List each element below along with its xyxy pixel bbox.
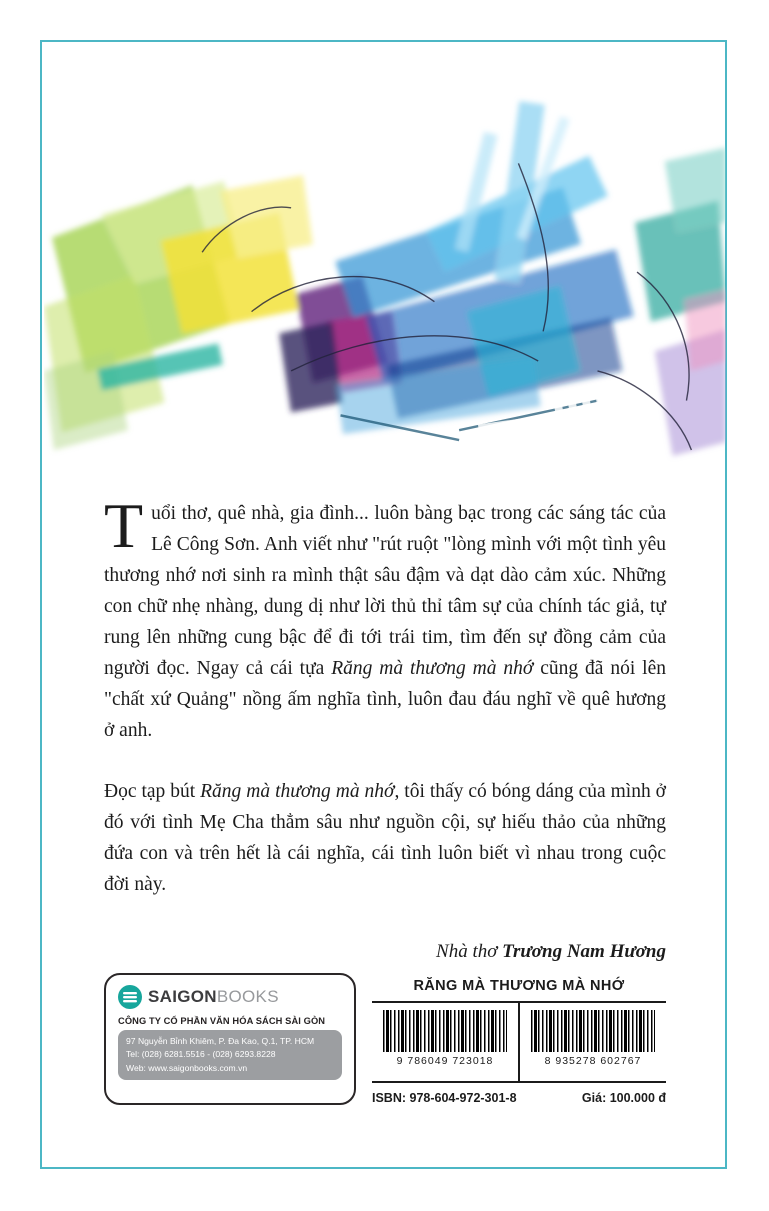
barcode-panel	[372, 973, 666, 1105]
barcode-isbn-cell	[372, 1003, 518, 1081]
dropcap-letter: T	[104, 490, 144, 561]
ean-barcode-number: 8 935278 602767	[544, 1055, 642, 1067]
barcode-area	[372, 1001, 666, 1083]
attribution-role: Nhà thơ	[436, 941, 503, 962]
logo-wordmark	[148, 987, 279, 1007]
attribution-author-name: Trương Nam Hương	[502, 941, 666, 962]
abstract-watercolor-art	[44, 72, 726, 484]
publisher-company-name: CÔNG TY CỔ PHẦN VĂN HÓA SÁCH SÀI GÒN	[118, 1016, 326, 1026]
colophon-strip	[104, 973, 666, 1105]
blurb-paragraph-2	[104, 776, 666, 900]
blurb-p1-text-end: cũng đã nói lên "chất xứ Quảng" nồng ấm nghĩa tình, luôn đau đáu nghĩ về quê hương ở anh.	[104, 658, 666, 741]
back-cover-blurb	[104, 490, 666, 967]
price-text: Giá: 100.000 đ	[581, 1091, 666, 1105]
publisher-box	[104, 973, 356, 1105]
book-title-mention-2: Răng mà thương mà nhớ	[200, 781, 395, 802]
logo-text-books: BOOKS	[216, 987, 279, 1006]
attribution	[104, 936, 666, 967]
blurb-paragraph-1	[104, 490, 666, 746]
publisher-address: 97 Nguyễn Bỉnh Khiêm, P. Đa Kao, Q.1, TP. HCM	[126, 1036, 315, 1046]
isbn-barcode	[383, 1010, 507, 1052]
publisher-tel: Tel: (028) 6281.5516 - (028) 6293.8228	[126, 1049, 276, 1060]
blurb-p1-text: uổi thơ, quê nhà, gia đình... luôn bàng bạc trong các sáng tác của Lê Công Sơn. Anh viết như "rút ruột "lòng mình với một tình yêu thương nhớ nơi sinh ra mình thật sâu đậm và dạt dào cảm xúc. Những con chữ nhẹ nhàng, dung dị như lời thủ thỉ tâm sự của chính tác giả, tự rung lên những cung bậc để đi tới trái tim, tìm đến sự đồng cảm của người đọc. Ngay cả cái tựa	[104, 503, 666, 679]
book-title-mention: Răng mà thương mà nhớ	[331, 658, 534, 679]
isbn-barcode-number: 9 786049 723018	[396, 1055, 494, 1067]
barcode-ean-cell	[518, 1003, 666, 1081]
blurb-p2-text-end: , tôi thấy có bóng dáng của mình ở đó với tình Mẹ Cha thẳm sâu như nguồn cội, sự hiếu thảo của những đứa con và trên hết là cái nghĩa, cái tình luôn biết vì nhau trong cuộc đời này.	[104, 781, 666, 895]
saigonbooks-logo	[118, 985, 342, 1009]
blurb-p2-text: Đọc tạp bút	[104, 781, 201, 802]
logo-text-saigon: SAIGON	[148, 987, 217, 1006]
ean-barcode	[531, 1010, 655, 1052]
publisher-contact-box	[118, 1030, 342, 1080]
book-title: RĂNG MÀ THƯƠNG MÀ NHỚ	[413, 978, 625, 994]
publisher-web: Web: www.saigonbooks.com.vn	[126, 1062, 248, 1073]
isbn-text: ISBN: 978-604-972-301-8	[372, 1091, 517, 1105]
isbn-price-row	[372, 1083, 666, 1105]
saigonbooks-circle-icon	[118, 985, 142, 1009]
